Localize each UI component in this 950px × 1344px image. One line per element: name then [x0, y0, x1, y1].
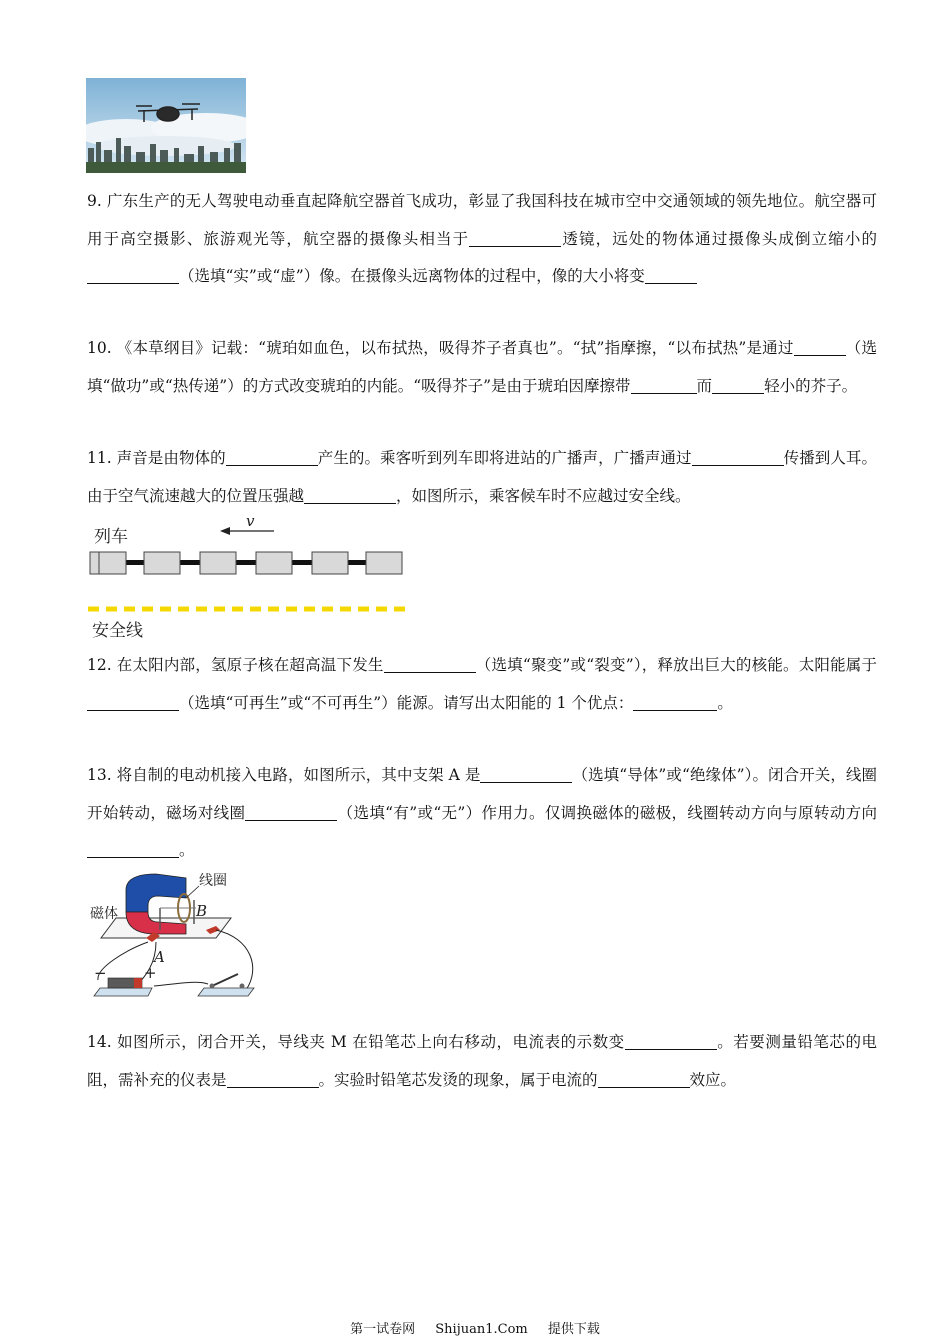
velocity-arrowhead [220, 527, 230, 535]
question-11 [87, 440, 877, 515]
coil-label: 线圈 [199, 873, 227, 889]
q12-text-1: 12. 在太阳内部，氢原子核在超高温下发生 [87, 656, 384, 674]
q12-text-3: （选填“可再生”或“不可再生”）能源。请写出太阳能的 1 个优点： [179, 693, 634, 712]
q14-text-3: 。实验时铅笔芯发烫的现象，属于电流的 [318, 1070, 598, 1089]
q12-blank-3[interactable] [633, 694, 717, 711]
q14-blank-1[interactable] [625, 1034, 717, 1051]
velocity-label: v [246, 512, 255, 530]
question-9 [87, 183, 877, 296]
drone-photo [86, 78, 246, 173]
magnet-north [126, 874, 186, 912]
footer-action: 提供下载 [547, 1322, 600, 1337]
minus-sign: − [94, 964, 107, 982]
label-b: B [196, 902, 208, 920]
train-car [256, 552, 292, 574]
q10-text-2: （选填“做功”或“热传递”）的方式改变琥珀的内能。“吸得芥子”是由于琥珀因摩擦带 [87, 339, 877, 395]
q12-blank-1[interactable] [384, 657, 476, 674]
q9-text-2: 透镜，远处的物体通过摄像头成倒立缩小的 [561, 229, 877, 248]
q14-text-1: 14. 如图所示，闭合开关，导线夹 M 在铅笔芯上向右移动，电流表的示数变 [87, 1033, 625, 1051]
train-car [90, 552, 126, 574]
q11-blank-1[interactable] [226, 450, 318, 467]
q13-text-4: 。 [179, 841, 195, 859]
question-14 [87, 1024, 877, 1099]
q14-blank-3[interactable] [598, 1071, 690, 1088]
train-car [366, 552, 402, 574]
q11-text-4: ，如图所示，乘客候车时不应越过安全线。 [396, 486, 691, 505]
plus-sign: + [144, 964, 157, 982]
footer-site: 第一试卷网 [350, 1322, 416, 1337]
q14-text-4: 效应。 [689, 1070, 737, 1089]
q11-blank-2[interactable] [692, 450, 784, 467]
q9-text-1: 9. 广东生产的无人驾驶电动垂直起降航空器首飞成功，彰显了我国科技在城市空中交通领域的领先地位。航空器可用于高空摄影、旅游观光等，航空器的摄像头相当于 [87, 192, 877, 248]
train-figure [86, 512, 416, 642]
question-12 [87, 647, 877, 722]
page-footer [0, 1318, 950, 1337]
q10-blank-2[interactable] [631, 377, 697, 394]
q13-text-2: （选填“导体”或“绝缘体”）。闭合开关，线圈开始转动，磁场对线圈 [87, 766, 877, 822]
q9-blank-1[interactable] [469, 230, 561, 247]
q10-blank-3[interactable] [712, 377, 764, 394]
q10-text-3: 而 [696, 376, 713, 395]
label-a: A [154, 948, 165, 966]
train-label: 列车 [94, 527, 128, 547]
q9-blank-3[interactable] [645, 268, 697, 285]
q13-text-3: （选填“有”或“无”）作用力。仅调换磁体的磁极，线圈转动方向与原转动方向 [337, 803, 877, 822]
q10-text-1: 10. 《本草纲目》记载：“琥珀如血色，以布拭热，吸得芥子者真也”。“拭”指摩擦，“以布拭热”是通过 [87, 339, 794, 357]
q9-text-3: （选填“实”或“虚”）像。在摄像头远离物体的过程中，像的大小将变 [179, 267, 645, 285]
q10-blank-1[interactable] [794, 340, 846, 357]
q11-text-1: 11. 声音是由物体的 [87, 449, 226, 467]
footer-domain[interactable]: Shijuan1.Com [435, 1322, 528, 1337]
q13-blank-2[interactable] [245, 804, 337, 821]
train-car [144, 552, 180, 574]
question-10 [87, 330, 877, 405]
q14-text-2: 。若要测量铅笔芯的电阻，需补充的仪表是 [87, 1033, 877, 1089]
q9-blank-2[interactable] [87, 268, 179, 285]
magnet-label: 磁体 [90, 906, 118, 922]
question-13 [87, 757, 877, 870]
switch-lever [212, 974, 238, 986]
battery-base [94, 988, 152, 996]
train-car [312, 552, 348, 574]
motor-figure [86, 868, 261, 1006]
q14-blank-2[interactable] [227, 1071, 319, 1088]
q12-text-2: （选填“聚变”或“裂变”），释放出巨大的核能。太阳能属于 [475, 656, 877, 674]
q11-text-2: 产生的。乘客听到列车即将进站的广播声，广播声通过 [317, 449, 692, 467]
train-car [200, 552, 236, 574]
q12-text-4: 。 [717, 693, 733, 712]
q11-blank-3[interactable] [304, 487, 396, 504]
q11-text-3: 传播到人耳。由于空气流速越大的位置压强越 [87, 449, 877, 505]
q13-blank-3[interactable] [87, 842, 179, 859]
switch-base [198, 988, 254, 996]
q10-text-4: 轻小的芥子。 [764, 376, 858, 395]
safety-label: 安全线 [92, 621, 143, 641]
q13-text-1: 13. 将自制的电动机接入电路，如图所示，其中支架 A 是 [87, 766, 481, 784]
q12-blank-2[interactable] [87, 694, 179, 711]
q13-blank-1[interactable] [480, 767, 572, 784]
